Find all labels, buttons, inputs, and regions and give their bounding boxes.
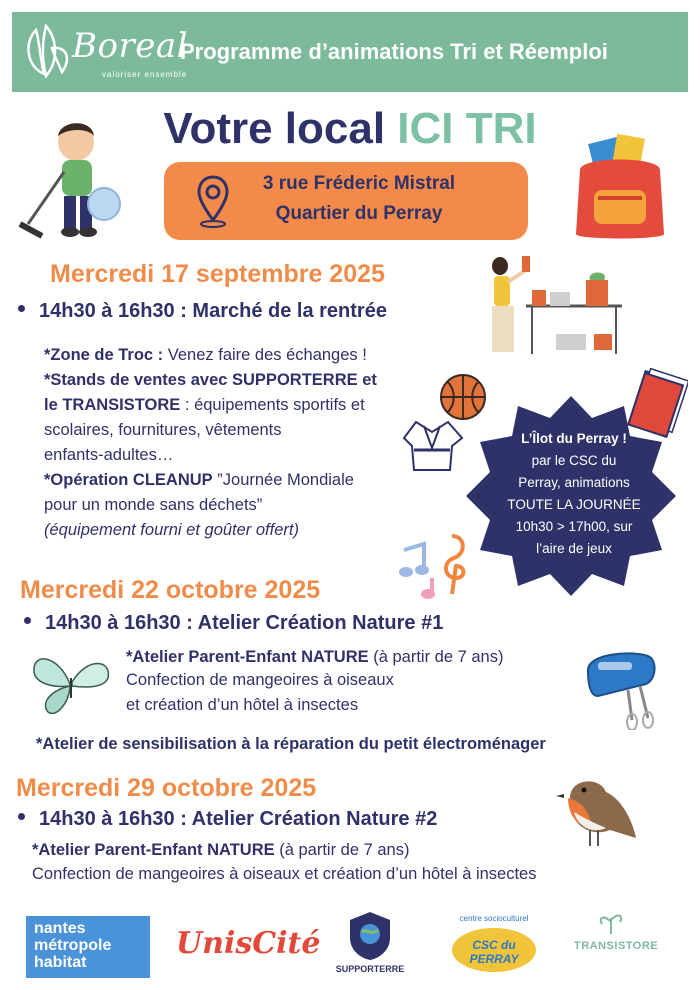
bullet-icon — [24, 617, 31, 624]
main-title-part1: Votre local — [163, 104, 398, 153]
ilot-du-perray-text — [484, 428, 664, 560]
event1-slot — [18, 300, 387, 323]
nmh-line2: métropole — [34, 937, 112, 954]
event1-cleanup-note: (équipement fourni et goûter offert) — [44, 521, 299, 539]
event1-date: Mercredi 17 septembre 2025 — [50, 260, 385, 288]
header-banner — [12, 12, 688, 92]
boreal-leaf-logo-icon — [22, 22, 74, 82]
music-notes-icon — [396, 528, 472, 600]
bullet-icon — [18, 813, 25, 820]
event3-slot — [18, 808, 437, 831]
event2-atelier-age: (à partir de 7 ans) — [368, 648, 504, 666]
csc-top-text: centre socioculturel — [459, 914, 529, 923]
bullet-icon — [18, 305, 25, 312]
nmh-line3: habitat — [34, 954, 87, 971]
uniscite-part2: Cité — [252, 926, 321, 961]
event1-stands-title: *Stands de ventes avec SUPPORTERRE et — [44, 371, 377, 389]
event2-line3: et création d’un hôtel à insectes — [126, 696, 359, 714]
event3-line2: Confection de mangeoires à oiseaux et création d’un hôtel à insectes — [32, 865, 537, 883]
event2-slot-text: 14h30 à 16h30 : Atelier Création Nature #1 — [45, 612, 444, 634]
event1-stands-bold2: le TRANSISTORE — [44, 396, 181, 414]
butterfly-icon — [28, 648, 114, 720]
hand-mixer-icon — [578, 640, 668, 730]
ilot-line2: par le CSC du — [531, 453, 617, 468]
uniscite-part1: Unis — [176, 926, 253, 961]
ilot-line4: TOUTE LA JOURNÉE — [507, 497, 641, 512]
header-title: Programme d’animations Tri et Réemploi — [180, 39, 608, 64]
supporterre-text: SUPPORTERRE — [335, 964, 405, 974]
event1-troc-text: Venez faire des échanges ! — [163, 346, 367, 364]
event1-cleanup-text1: ”Journée Mondiale — [212, 471, 354, 489]
event2-atelier — [126, 645, 503, 670]
event1-stands-line2 — [44, 393, 365, 418]
address-district: Quartier du Perray — [275, 203, 443, 224]
nmh-logo-text — [34, 920, 111, 971]
csc-main-text: CSC du PERRAY — [469, 938, 519, 966]
ilot-line5: 10h30 > 17h00, sur — [515, 519, 633, 534]
transistore-logo — [574, 910, 659, 982]
event1-stands-text1: : équipements sportifs et — [180, 396, 365, 414]
event3-slot-text: 14h30 à 16h30 : Atelier Création Nature #2 — [39, 808, 438, 830]
event2-repair: *Atelier de sensibilisation à la réparation du petit électroménager — [36, 735, 546, 753]
event3-date: Mercredi 29 octobre 2025 — [16, 774, 317, 802]
event2-slot — [24, 612, 443, 635]
transistore-text: TRANSISTORE — [574, 940, 659, 952]
transistore-plant-icon — [594, 910, 628, 936]
event1-stands-line4: enfants-adultes… — [44, 446, 174, 464]
event1-cleanup-bold: *Opération CLEANUP — [44, 471, 213, 489]
ilot-line6: l’aire de jeux — [536, 541, 612, 556]
csc-du-perray-logo — [448, 914, 540, 980]
woman-shelving-illustration — [486, 250, 626, 358]
event2-atelier-bold: *Atelier Parent-Enfant NATURE — [126, 648, 369, 666]
nantes-metropole-habitat-logo — [26, 916, 150, 978]
boreal-logo-tagline: valoriser ensemble — [102, 70, 188, 79]
event3-atelier-bold: *Atelier Parent-Enfant NATURE — [32, 841, 275, 859]
address-street: 3 rue Fréderic Mistral — [262, 173, 456, 194]
event1-slot-text: 14h30 à 16h30 : Marché de la rentrée — [39, 300, 387, 322]
event2-date: Mercredi 22 octobre 2025 — [20, 576, 321, 604]
event3-atelier-age: (à partir de 7 ans) — [274, 841, 410, 859]
event1-stands-line3: scolaires, fournitures, vêtements — [44, 421, 282, 439]
event1-troc — [44, 343, 367, 368]
ilot-title: L’Îlot du Perray ! — [521, 431, 627, 446]
main-title-accent: ICI TRI — [397, 104, 537, 153]
backpack-illustration — [568, 130, 672, 246]
event1-cleanup — [44, 468, 354, 493]
boreal-logo-text: Boreal — [72, 26, 188, 66]
event1-cleanup-line2: pour un monde sans déchets” — [44, 496, 263, 514]
nmh-line1: nantes — [34, 920, 86, 937]
robin-bird-icon — [550, 768, 640, 854]
ilot-line3: Perray, animations — [518, 475, 630, 490]
supporterre-shield-icon — [346, 910, 394, 962]
event1-troc-bold: *Zone de Troc : — [44, 346, 164, 364]
supporterre-logo — [330, 910, 410, 982]
address-box — [164, 162, 528, 240]
event2-line2: Confection de mangeoires à oiseaux — [126, 671, 394, 689]
uniscite-logo — [176, 926, 321, 970]
kimono-icon — [402, 418, 464, 474]
event3-atelier — [32, 838, 409, 863]
